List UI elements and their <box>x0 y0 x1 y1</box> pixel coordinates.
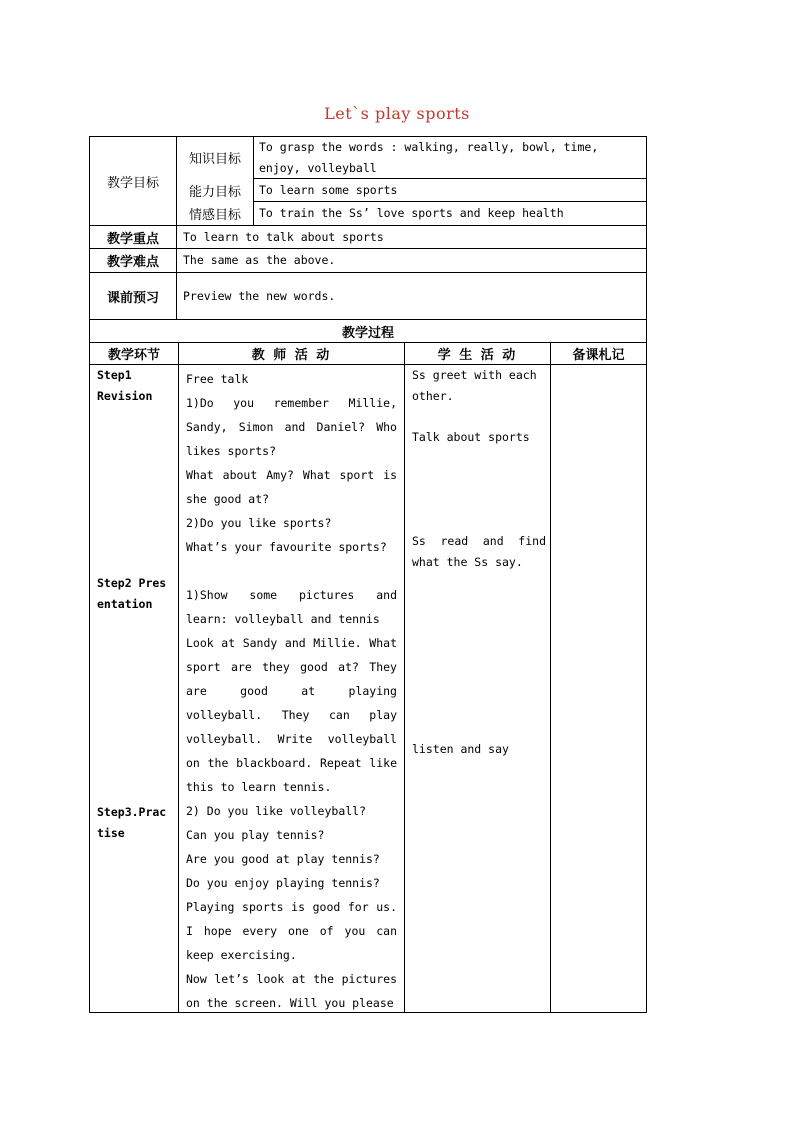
teacher-line: 1)Do you remember Millie, Sandy, Simon and Daniel? Who likes sports? <box>186 396 397 458</box>
ability-text: To learn some sports <box>259 182 398 197</box>
column-header-notes: 备课札记 <box>572 348 625 363</box>
preview-text: Preview the new words. <box>183 288 336 303</box>
rule <box>178 342 179 1013</box>
emotion-label: 情感目标 <box>188 208 241 223</box>
teacher-line: What’s your favourite sports? <box>186 540 387 554</box>
rule <box>404 342 405 1013</box>
student-activity-read: Ss read and find what the Ss say. <box>412 534 546 569</box>
teacher-line: Do you enjoy playing tennis? <box>186 876 380 890</box>
teacher-line: 2) Do you like volleyball? <box>186 804 367 818</box>
page-title: Let`s play sports <box>324 104 470 123</box>
student-activity-greet: Ss greet with each other. <box>412 368 537 403</box>
teacher-spacer <box>186 559 397 583</box>
teacher-activity <box>186 367 397 1011</box>
teacher-line: Free talk <box>186 372 249 386</box>
step-presentation: Step2 Presentation <box>97 576 167 611</box>
step-revision: Step1 Revision <box>97 368 153 403</box>
notes-cell <box>551 365 646 1012</box>
teacher-line: What about Amy? What sport is she good at? <box>186 468 397 506</box>
ability-label: 能力目标 <box>188 184 241 200</box>
teacher-line: 2)Do you like sports? <box>186 516 332 530</box>
difficulty-text: The same as the above. <box>183 253 336 267</box>
column-header-teacher: 教 师 活 动 <box>251 348 332 363</box>
teacher-line: Playing sports is good for us. I hope every one of you can keep exercising. <box>186 900 397 962</box>
process-header: 教学过程 <box>341 325 394 341</box>
teacher-line: 1)Show some pictures and learn: volleyball and tennis <box>186 588 397 626</box>
objectives-label: 教学目标 <box>106 175 159 191</box>
knowledge-text: To grasp the words : walking, really, bowl, time, enjoy, volleyball <box>259 140 599 175</box>
rule <box>253 136 254 225</box>
teacher-line: Can you play tennis? <box>186 828 325 842</box>
key-point-text: To learn to talk about sports <box>183 229 384 244</box>
rule <box>89 1012 647 1013</box>
rule <box>646 136 647 1013</box>
step-practise: Step3.Practise <box>97 805 167 840</box>
emotion-text: To train the Ss’ love sports and keep health <box>259 206 564 220</box>
student-activity-listen: listen and say <box>412 742 509 756</box>
teacher-line: Look at Sandy and Millie. What sport are they good at? They are good at playing volleyball. They can play volleyball. Write volleyball on the blackboard. Repeat like this to learn tennis. <box>186 636 397 794</box>
teacher-line: Now let’s look at the pictures on the screen. Will you please <box>186 972 397 1010</box>
difficulty-label: 教学难点 <box>106 255 159 270</box>
column-header-student: 学 生 活 动 <box>437 348 518 363</box>
student-activity-talk: Talk about sports <box>412 430 530 444</box>
key-point-label: 教学重点 <box>106 231 159 247</box>
preview-label: 课前预习 <box>106 290 159 306</box>
knowledge-label: 知识目标 <box>188 152 241 167</box>
column-header-stage: 教学环节 <box>107 348 160 363</box>
teacher-line: Are you good at play tennis? <box>186 852 380 866</box>
